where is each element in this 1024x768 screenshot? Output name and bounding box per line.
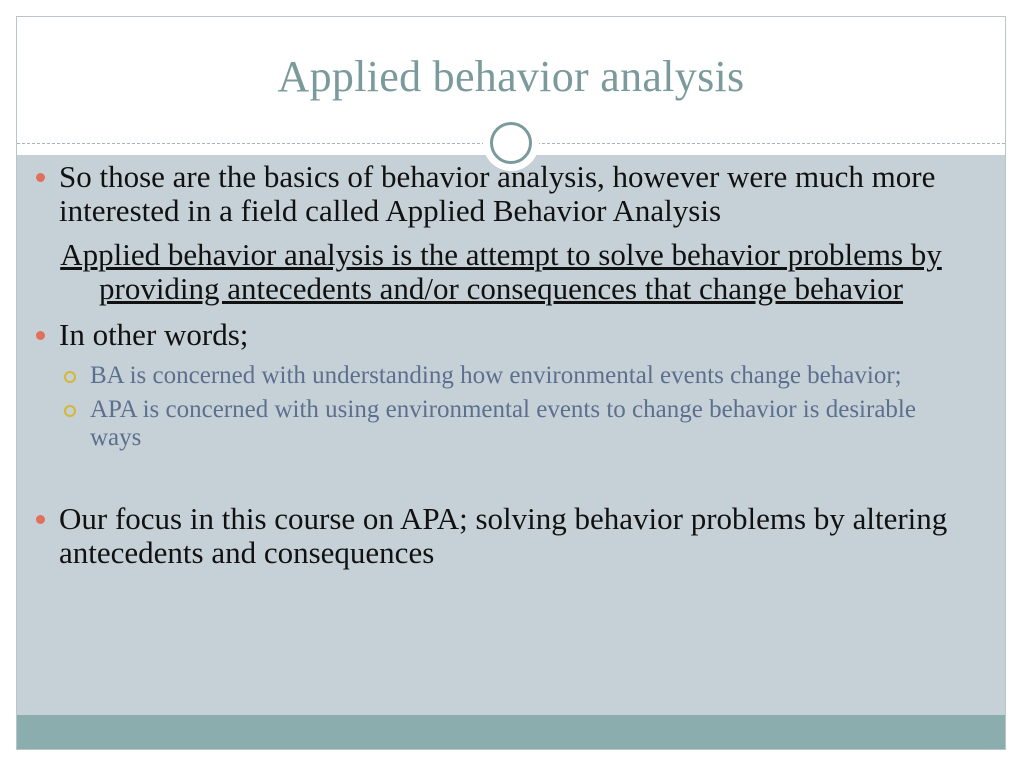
sub-bullet-item [36,362,956,390]
bullet-icon [36,515,45,524]
sub-bullet-icon [64,405,76,417]
bullet-text: In other words; [59,317,249,352]
ornament-ring [490,122,532,164]
slide-title: Applied behavior analysis [277,52,745,101]
bullet-icon [36,331,45,340]
bullet-text: Our focus in this course on APA; solving behavior problems by altering antecedents and consequences [59,501,948,570]
definition-text: Applied behavior analysis is the attempt to solve behavior problems by providing antecedents and/or consequences that change behavior [60,237,942,306]
bullet-icon [36,173,45,182]
footer-bar [17,715,1005,749]
sub-bullet-text: APA is concerned with using environmental events to change behavior is desirable ways [90,396,916,451]
bullet-text: So those are the basics of behavior analysis, however were much more interested in a field called Applied Behavior Analysis [59,159,936,228]
sub-bullet-icon [64,371,76,383]
sub-bullet-item [36,396,956,452]
spacer [36,458,956,502]
sub-bullet-text: BA is concerned with understanding how environmental events change behavior; [90,362,902,389]
bullet-item [36,160,956,228]
slide-body [36,160,956,580]
bullet-item [36,318,956,352]
bullet-item [36,502,956,570]
